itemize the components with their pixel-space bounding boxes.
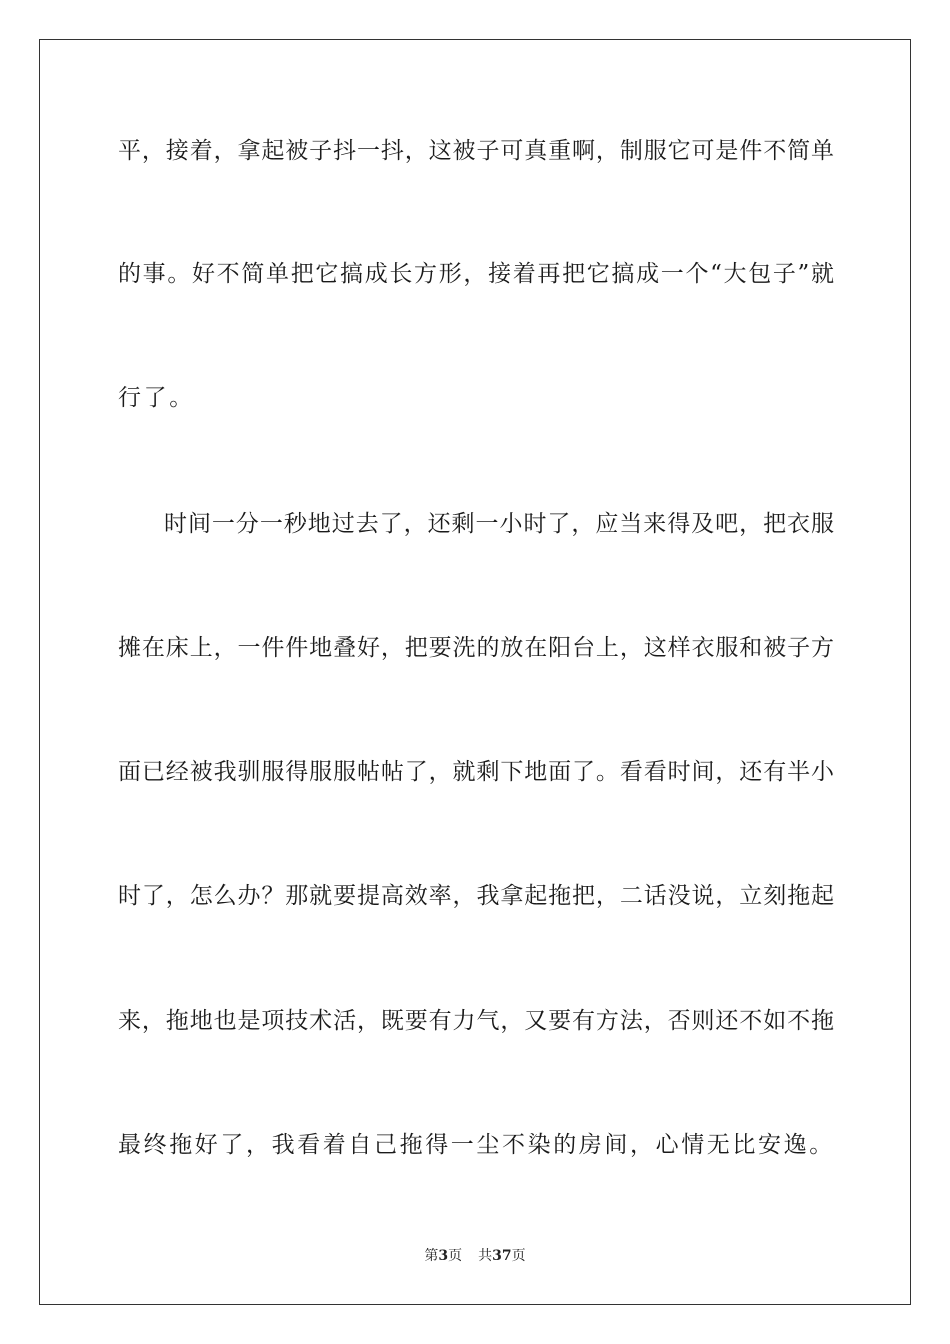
total-pages: 37 [492, 1248, 512, 1264]
page-border [39, 39, 911, 1305]
text-line-6: 面已经被我驯服得服服帖帖了，就剩下地面了。看看时间，还有半小 [118, 759, 834, 785]
text-line-2: 的事。好不简单把它搞成长方形，接着再把它搞成一个“大包子”就 [118, 261, 834, 287]
text-line-8: 来，拖地也是项技术活，既要有力气，又要有方法，否则还不如不拖 [118, 1008, 834, 1034]
page-suffix: 页 [448, 1248, 463, 1264]
text-line-3: 行了。 [118, 385, 195, 411]
text-line-4: 时间一分一秒地过去了，还剩一小时了，应当来得及吧，把衣服 [164, 511, 834, 537]
page-footer [0, 1247, 950, 1265]
page-prefix: 第 [424, 1248, 439, 1264]
page-number: 3 [438, 1248, 449, 1264]
total-suffix: 页 [511, 1248, 526, 1264]
text-line-5: 摊在床上，一件件地叠好，把要洗的放在阳台上，这样衣服和被子方 [118, 635, 834, 661]
text-line-7: 时了，怎么办？那就要提高效率，我拿起拖把，二话没说，立刻拖起 [118, 883, 834, 909]
text-line-9: 最终拖好了，我看着自己拖得一尘不染的房间，心情无比安逸。 [118, 1132, 835, 1158]
total-prefix: 共 [478, 1248, 493, 1264]
text-line-1: 平，接着，拿起被子抖一抖，这被子可真重啊，制服它可是件不简单 [118, 138, 834, 164]
